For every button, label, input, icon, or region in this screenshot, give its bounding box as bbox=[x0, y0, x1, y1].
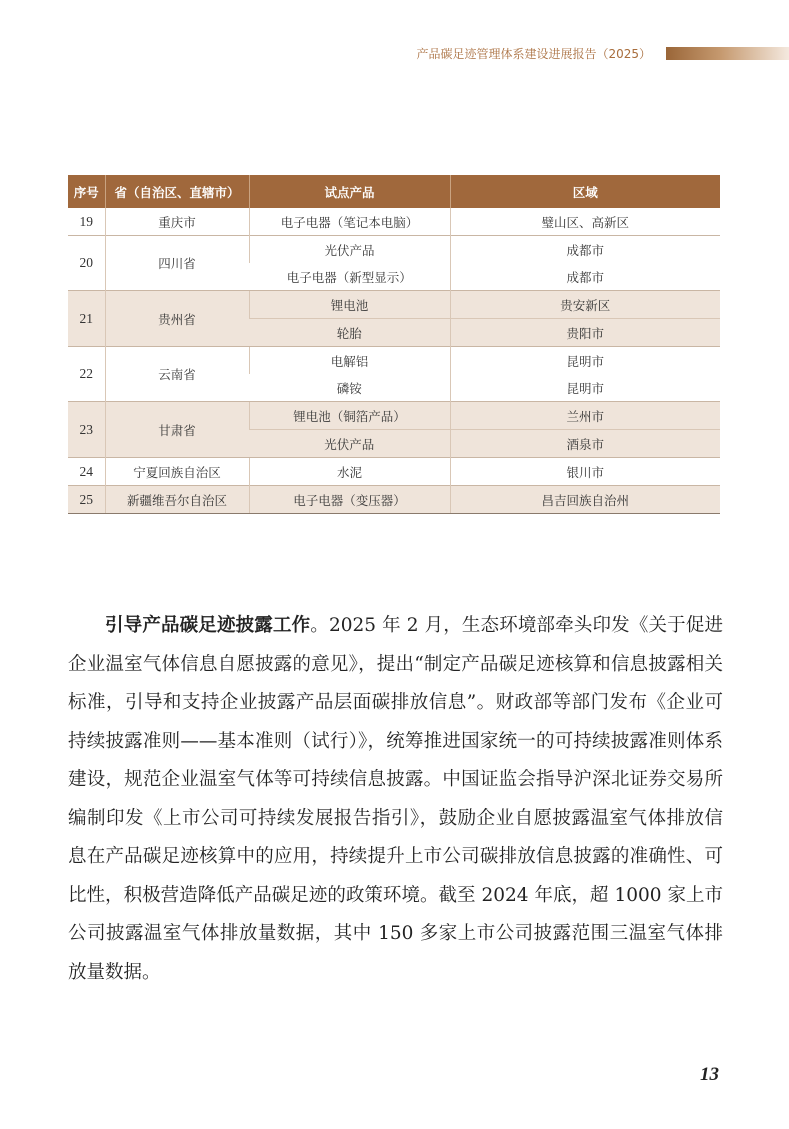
region-cell: 成都市 bbox=[450, 263, 720, 291]
province-cell: 贵州省 bbox=[105, 291, 249, 347]
row-number: 20 bbox=[68, 236, 105, 291]
province-cell: 四川省 bbox=[105, 236, 249, 291]
page-number: 13 bbox=[700, 1064, 719, 1085]
region-cell: 昆明市 bbox=[450, 347, 720, 375]
region-cell: 贵阳市 bbox=[450, 319, 720, 347]
body-paragraph bbox=[68, 607, 723, 992]
province-cell: 云南省 bbox=[105, 347, 249, 402]
header-accent-bar bbox=[666, 47, 789, 60]
table-row bbox=[68, 402, 720, 430]
product-cell: 电子电器（新型显示） bbox=[286, 269, 412, 285]
table-row bbox=[68, 486, 720, 514]
col-header-product: 试点产品 bbox=[249, 175, 450, 208]
region-cell: 贵安新区 bbox=[450, 291, 720, 319]
paragraph-lead: 引导产品碳足迹披露工作 bbox=[105, 615, 311, 636]
row-number: 21 bbox=[68, 291, 105, 347]
product-cell: 锂电池（铜箔产品） bbox=[249, 402, 450, 430]
region-cell: 昆明市 bbox=[450, 374, 720, 402]
province-cell: 甘肃省 bbox=[105, 402, 249, 458]
province-cell: 宁夏回族自治区 bbox=[105, 458, 249, 486]
report-title: 产品碳足迹管理体系建设进展报告（2025） bbox=[416, 47, 651, 61]
product-cell: 电子电器（笔记本电脑） bbox=[249, 208, 450, 236]
paragraph-text: 。2025 年 2 月，生态环境部牵头印发《关于促进企业温室气体信息自愿披露的意见》，提出“制定产品碳足迹核算和信息披露相关标准，引导和支持企业披露产品层面碳排放信息”。财政部等部门发布《企业可持续披露准则——基本准则（试行）》，统筹推进国家统一的可持续披露准则体系建设，规范企业温室气体等可持续信息披露。中国证监会指导沪深北证券交易所编制印发《上市公司可持续发展报告指引》，鼓励企业自愿披露温室气体排放信息在产品碳足迹核算中的应用，持续提升上市公司碳排放信息披露的准确性、可比性，积极营造降低产品碳足迹的政策环境。截至 2024 年底，超 1000 家上市公司披露温室气体排放量数据，其中 150 多家上市公司披露范围三温室气体排放量数据。 bbox=[68, 615, 723, 983]
row-number: 22 bbox=[68, 347, 105, 402]
table-row bbox=[68, 458, 720, 486]
table-row bbox=[68, 291, 720, 319]
product-cell: 磷铵 bbox=[336, 380, 362, 396]
product-cell: 电解铝 bbox=[249, 347, 450, 375]
col-header-region: 区域 bbox=[450, 175, 720, 208]
row-number: 19 bbox=[79, 213, 93, 229]
product-cell: 轮胎 bbox=[249, 319, 450, 347]
region-cell: 昌吉回族自治州 bbox=[450, 486, 720, 514]
page-header bbox=[0, 44, 789, 64]
col-header-no: 序号 bbox=[68, 175, 105, 208]
pilot-table bbox=[68, 175, 720, 514]
product-cell: 水泥 bbox=[249, 458, 450, 486]
table-row bbox=[68, 208, 720, 236]
region-cell: 兰州市 bbox=[450, 402, 720, 430]
product-cell: 光伏产品 bbox=[249, 236, 450, 264]
row-number: 24 bbox=[68, 458, 105, 486]
row-number: 25 bbox=[68, 486, 105, 514]
product-cell: 锂电池 bbox=[249, 291, 450, 319]
province-cell: 重庆市 bbox=[105, 208, 249, 236]
region-cell: 银川市 bbox=[450, 458, 720, 486]
col-header-province: 省（自治区、直辖市） bbox=[105, 175, 249, 208]
row-number: 23 bbox=[68, 402, 105, 458]
product-cell: 电子电器（变压器） bbox=[249, 486, 450, 514]
table-row bbox=[68, 236, 720, 264]
table-header-row bbox=[68, 175, 720, 208]
region-cell: 酒泉市 bbox=[450, 430, 720, 458]
province-cell: 新疆维吾尔自治区 bbox=[105, 486, 249, 514]
product-cell: 光伏产品 bbox=[249, 430, 450, 458]
region-cell: 璧山区、高新区 bbox=[450, 208, 720, 236]
region-cell: 成都市 bbox=[450, 236, 720, 264]
table-row bbox=[68, 347, 720, 375]
